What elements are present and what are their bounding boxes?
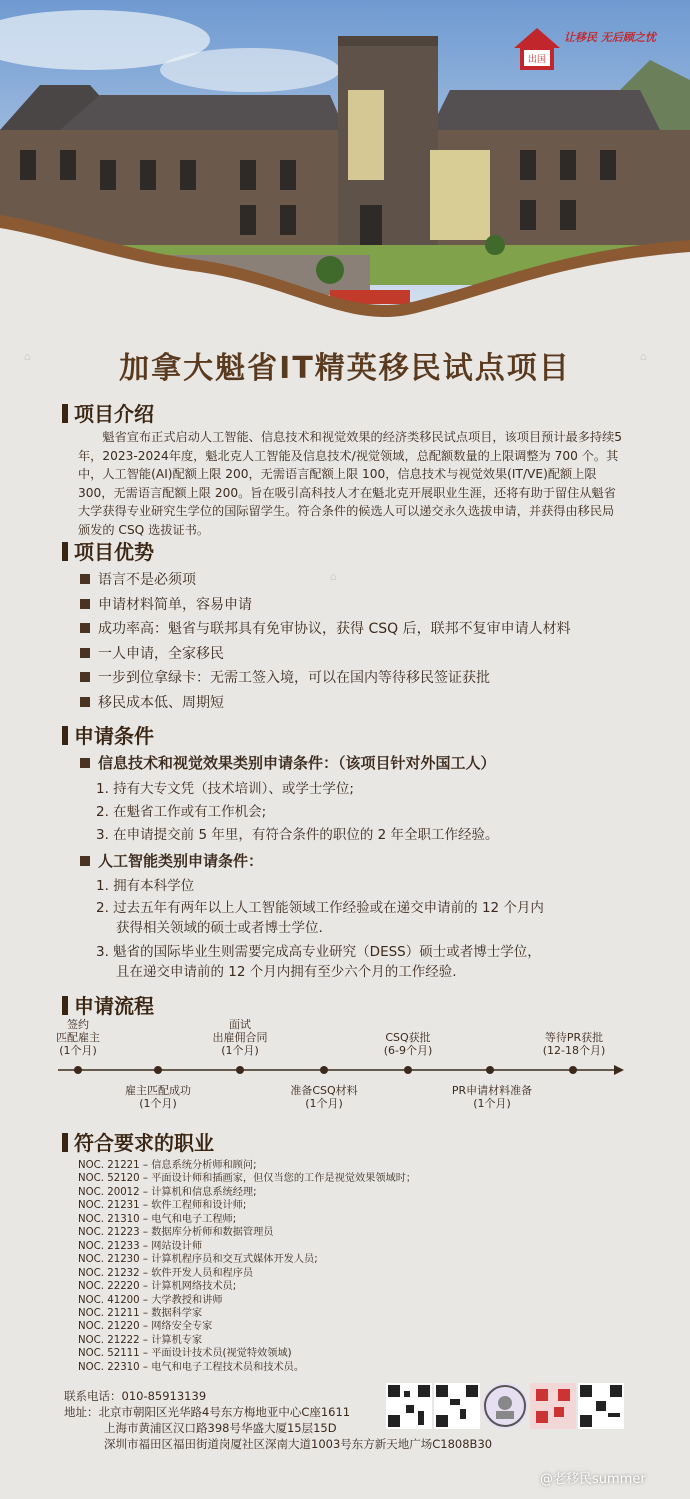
bullet-icon — [80, 697, 90, 707]
bullet-icon — [80, 623, 90, 633]
list-item: NOC. 21220 – 网络安全专家 — [78, 1321, 213, 1333]
list-item: 语言不是必须项 — [80, 568, 660, 593]
weibo-watermark: @老移民summer — [540, 1472, 646, 1487]
timeline-step: 等待PR获批 (12-18个月) — [542, 1031, 606, 1057]
it-conditions-title: 信息技术和视觉效果类别申请条件：（该项目针对外国工人） — [80, 752, 496, 773]
process-heading: 申请流程 — [62, 990, 154, 1019]
watermark-logo-icon: ⌂ — [24, 350, 31, 363]
logo-badge: 出国 — [527, 55, 547, 65]
list-item: NOC. 21221 – 信息系统分析师和顾问; — [78, 1160, 257, 1171]
conditions-heading: 申请条件 — [62, 720, 154, 749]
brand-logo — [512, 26, 662, 76]
watermark-logo-icon: ⌂ — [640, 350, 647, 363]
list-item: 3. 魁省的国际毕业生则需要完成高专业研究（DESS）硕士或者博士学位， 且在递交申请前的 12 个月内拥有至少六个月的工作经验. — [96, 944, 541, 980]
list-item: 移民成本低、周期短 — [80, 691, 660, 716]
timeline-step: CSQ获批 (6-9个月) — [383, 1031, 433, 1057]
timeline-dot — [486, 1066, 494, 1074]
timeline-step: 准备CSQ材料 (1个月) — [290, 1084, 358, 1110]
contact-address: 上海市黄浦区汉口路398号华盛大厦15层15D — [104, 1421, 337, 1435]
ai-conditions-title: 人工智能类别申请条件： — [80, 850, 263, 871]
qr-codes — [384, 1383, 624, 1431]
timeline-step: PR申请材料准备 (1个月) — [451, 1084, 533, 1110]
list-item: NOC. 22310 – 电气和电子工程技术员和技术员。 — [78, 1361, 305, 1373]
timeline-arrow-icon — [614, 1065, 624, 1075]
list-item: 1. 拥有本科学位 — [96, 878, 195, 894]
contact-address: 深圳市福田区福田街道岗厦社区深南大道1003号东方新天地广场C1808B30 — [104, 1437, 493, 1451]
timeline-step: 雇主匹配成功 (1个月) — [125, 1084, 191, 1110]
list-item: NOC. 52111 – 平面设计技术员(视觉特效领域) — [78, 1348, 292, 1360]
list-item: NOC. 21222 – 计算机专家 — [78, 1334, 203, 1346]
logo-slogan: 让移民 无后顾之忧 — [564, 31, 656, 44]
qr-code-icon[interactable] — [482, 1383, 528, 1429]
list-item: 1. 持有大专文凭（技术培训）、或学士学位; — [96, 781, 354, 797]
timeline-step: 面试 出雇佣合同 (1个月) — [212, 1018, 268, 1057]
list-item: NOC. 21231 – 软件工程师和设计师; — [78, 1200, 247, 1212]
page-title: 加拿大魁省IT精英移民试点项目 — [119, 351, 571, 386]
advantages-heading: 项目优势 — [62, 536, 154, 565]
bullet-icon — [80, 856, 90, 866]
intro-body: 魁省宣布正式启动人工智能、信息技术和视觉效果的经济类移民试点项目，该项目预计最多持续5年，2023-2024年度，魁北克人工智能及信息技术/视觉领域，总配额数量的上限调整为 700 个。其中，人工智能(AI)配额上限 200，无需语言配额上限 100，信息技术与视觉效果(IT/VE)配额上限300，无需语言配额上限 200。旨在吸引高科技人才在魁北克开展职业生涯，还将有助于留住从魁省大学获得专业研究生学位的国际留学生。符合条件的候选人可以递交永久选拔申请，并获得由移民局颁发的 CSQ 选拔证书。 — [78, 430, 623, 537]
qr-code-icon[interactable] — [578, 1383, 624, 1429]
list-item: NOC. 21233 – 网站设计师 — [78, 1240, 203, 1252]
contact-address: 地址：北京市朝阳区光华路4号东方梅地亚中心C座1611 — [64, 1405, 351, 1419]
jobs-heading: 符合要求的职业 — [62, 1127, 214, 1156]
qr-code-icon[interactable] — [386, 1383, 432, 1429]
list-item: 2. 在魁省工作或有工作机会; — [96, 804, 267, 820]
bullet-icon — [80, 599, 90, 609]
process-timeline — [58, 1014, 638, 1124]
list-item: 一步到位拿绿卡：无需工签入境，可以在国内等待移民签证获批 — [80, 666, 660, 691]
list-item: NOC. 21230 – 计算机程序员和交互式媒体开发人员; — [78, 1254, 318, 1266]
list-item: 2. 过去五年有两年以上人工智能领域工作经验或在递交申请前的 12 个月内 获得相关领域的硕士或者博士学位. — [96, 900, 544, 936]
list-item: NOC. 41200 – 大学教授和讲师 — [78, 1294, 223, 1306]
timeline-dot — [569, 1066, 577, 1074]
list-item: 3. 在申请提交前 5 年里，有符合条件的职位的 2 年全职工作经验。 — [96, 827, 499, 843]
timeline-dot — [154, 1066, 162, 1074]
qr-code-icon[interactable] — [530, 1383, 576, 1429]
list-item: 成功率高：魁省与联邦具有免审协议，获得 CSQ 后，联邦不复审申请人材料 — [80, 617, 660, 642]
list-item: 申请材料简单，容易申请 — [80, 593, 660, 618]
bullet-icon — [80, 648, 90, 658]
list-item: 一人申请，全家移民 — [80, 642, 660, 667]
bullet-icon — [80, 672, 90, 682]
hero-image — [0, 0, 690, 330]
bullet-icon — [80, 574, 90, 584]
bullet-icon — [80, 758, 90, 768]
timeline-dot — [236, 1066, 244, 1074]
list-item: NOC. 21211 – 数据科学家 — [78, 1307, 203, 1319]
timeline-dot — [74, 1066, 82, 1074]
list-item: NOC. 52120 – 平面设计师和插画家，但仅当您的工作是视觉效果领域时； — [78, 1173, 417, 1185]
list-item: NOC. 21223 – 数据库分析师和数据管理员 — [78, 1227, 274, 1239]
intro-heading: 项目介绍 — [62, 398, 154, 427]
list-item: NOC. 22220 – 计算机网络技术员; — [78, 1281, 237, 1293]
qr-code-icon[interactable] — [434, 1383, 480, 1429]
contact-info — [64, 1388, 493, 1452]
list-item: NOC. 21310 – 电气和电子工程师; — [78, 1213, 237, 1225]
timeline-dot — [320, 1066, 328, 1074]
timeline-dot — [404, 1066, 412, 1074]
timeline-step: 签约 匹配雇主 (1个月) — [56, 1018, 100, 1057]
house-logo-icon — [512, 26, 562, 72]
advantages-list — [80, 568, 660, 715]
watermark-logo-icon: ⌂ — [330, 570, 337, 583]
list-item: NOC. 20012 – 计算机和信息系统经理; — [78, 1186, 257, 1198]
contact-phone: 联系电话：010-85913139 — [64, 1389, 207, 1403]
jobs-list — [78, 1159, 598, 1374]
list-item: NOC. 21232 – 软件开发人员和程序员 — [78, 1267, 254, 1279]
